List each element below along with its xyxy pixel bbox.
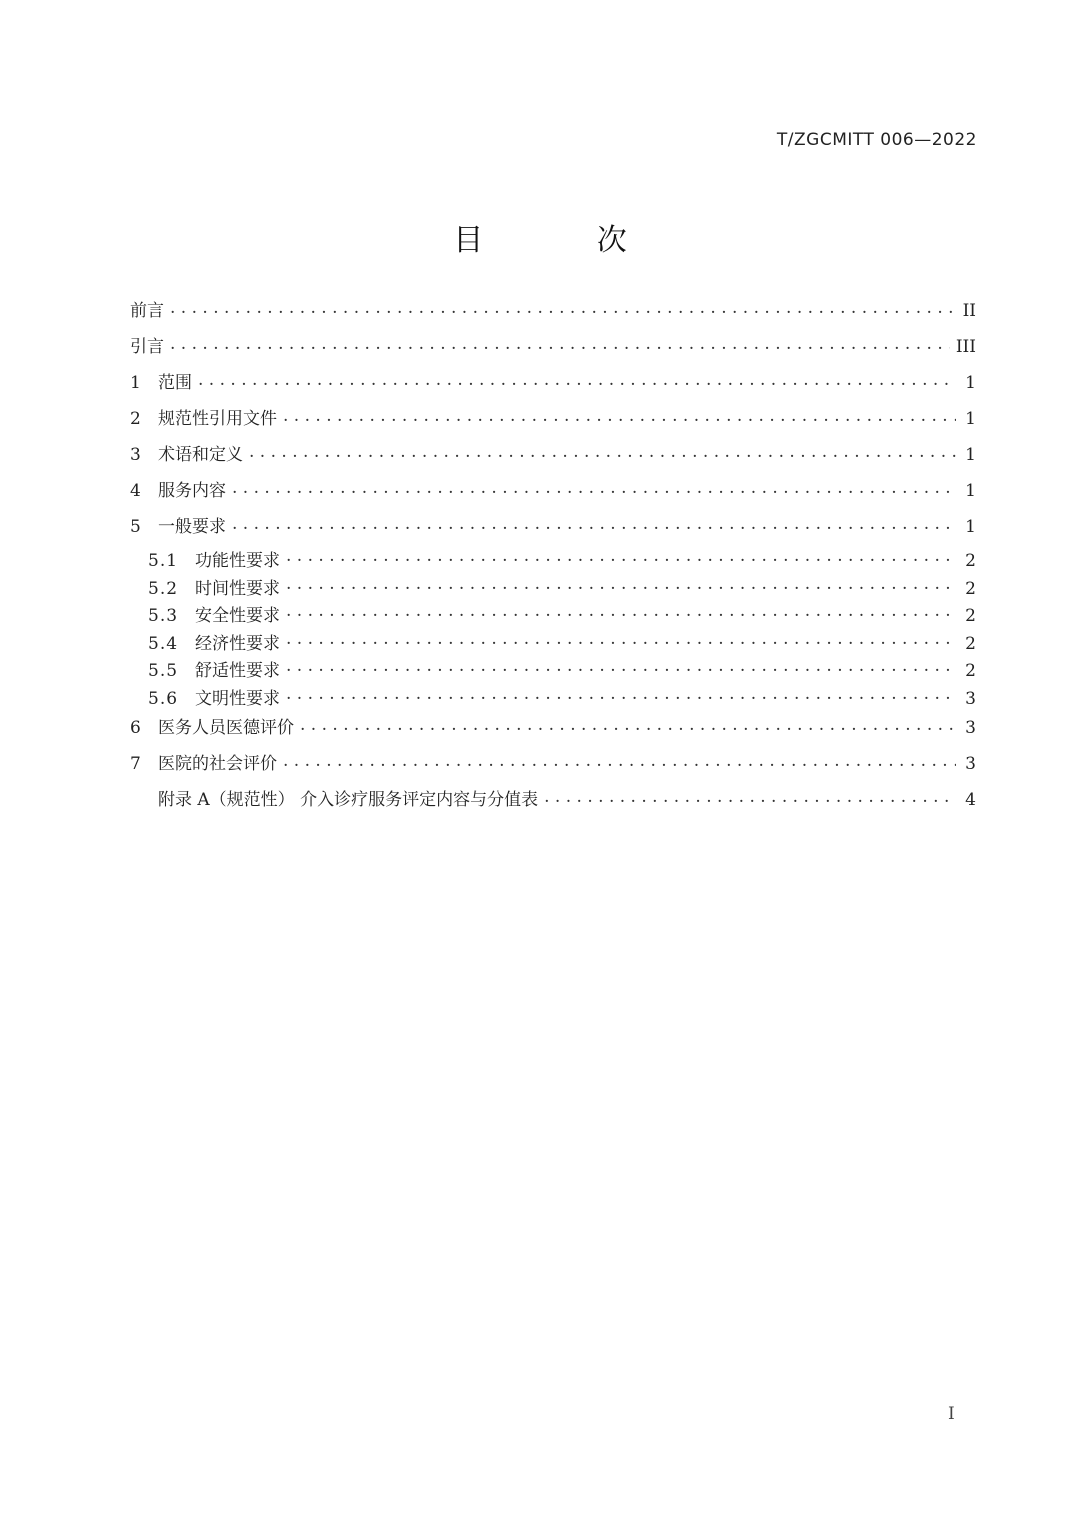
toc-entry-page: 1 [965, 373, 976, 393]
toc-entry[interactable] [130, 548, 976, 576]
toc-entry-number: 3 [130, 445, 141, 465]
toc-entry-label: 医务人员医德评价 [158, 718, 294, 738]
toc-dot-leader [286, 577, 956, 594]
toc-dot-leader [286, 604, 956, 621]
toc-dot-leader [286, 632, 956, 649]
toc-entry-label: 安全性要求 [195, 606, 280, 626]
toc-title: 目 次 [453, 223, 679, 258]
toc-entry-page: 3 [965, 754, 976, 774]
toc-entry-page: II [962, 301, 976, 321]
document-code: T/ZGCMITT 006—2022 [776, 130, 977, 150]
toc-dot-leader [249, 443, 956, 460]
toc-entry-label: 医院的社会评价 [158, 754, 277, 774]
toc-entry-number: 5.6 [148, 688, 179, 709]
toc-entry-page: 3 [965, 718, 976, 738]
toc-entry-label: 规范性引用文件 [158, 409, 277, 429]
toc-dot-leader [232, 515, 956, 532]
toc-entry-page: 2 [965, 578, 976, 599]
toc-dot-leader [286, 687, 956, 704]
toc-entry[interactable] [130, 296, 976, 332]
toc-entry-label: 术语和定义 [158, 445, 243, 465]
toc-list [130, 296, 976, 821]
toc-entry-number: 1 [130, 373, 141, 393]
toc-entry[interactable] [130, 512, 976, 548]
toc-entry-page: 1 [965, 481, 976, 501]
toc-entry[interactable] [130, 440, 976, 476]
toc-entry-label: 附录 A（规范性） 介入诊疗服务评定内容与分值表 [158, 790, 539, 810]
toc-entry-page: 1 [965, 517, 976, 537]
toc-entry-number: 6 [130, 718, 141, 738]
toc-entry-label: 文明性要求 [195, 688, 280, 709]
toc-entry-number: 7 [130, 754, 141, 774]
toc-entry-label: 功能性要求 [195, 551, 280, 571]
toc-entry[interactable] [130, 713, 976, 749]
toc-entry-number: 5.3 [148, 606, 179, 626]
toc-dot-leader [232, 479, 956, 496]
toc-entry[interactable] [130, 749, 976, 785]
toc-dot-leader [286, 659, 956, 676]
toc-dot-leader [198, 371, 956, 388]
toc-entry-number: 5.4 [148, 633, 179, 654]
toc-entry-page: 3 [965, 688, 976, 709]
toc-entry-page: 2 [965, 551, 976, 571]
toc-entry-number: 5.2 [148, 578, 179, 599]
toc-dot-leader [283, 752, 956, 769]
toc-entry-number: 5.5 [148, 661, 179, 681]
toc-entry-label: 经济性要求 [195, 633, 280, 654]
toc-entry-number: 5 [130, 517, 141, 537]
toc-entry-page: 2 [965, 606, 976, 626]
toc-entry[interactable] [130, 576, 976, 604]
toc-dot-leader [300, 716, 956, 733]
toc-entry[interactable] [130, 332, 976, 368]
toc-entry-label: 舒适性要求 [195, 661, 280, 681]
toc-dot-leader [544, 788, 956, 805]
page-number: I [948, 1404, 955, 1424]
toc-dot-leader [283, 407, 956, 424]
toc-entry[interactable] [130, 603, 976, 631]
toc-entry-page: III [955, 337, 976, 357]
toc-entry[interactable] [130, 785, 976, 821]
toc-entry-label: 服务内容 [158, 481, 226, 501]
toc-entry-label: 一般要求 [158, 517, 226, 537]
toc-entry-label: 前言 [130, 301, 164, 321]
toc-entry-number: 4 [130, 481, 141, 501]
toc-entry-label: 范围 [158, 373, 192, 393]
toc-dot-leader [286, 549, 956, 566]
toc-entry-page: 1 [965, 445, 976, 465]
toc-entry-page: 1 [965, 409, 976, 429]
toc-entry-page: 4 [965, 790, 976, 810]
toc-entry-label: 引言 [130, 337, 164, 357]
toc-entry[interactable] [130, 631, 976, 659]
toc-entry-page: 2 [965, 633, 976, 654]
toc-entry[interactable] [130, 658, 976, 686]
toc-entry-label: 时间性要求 [195, 578, 280, 599]
toc-dot-leader [170, 335, 950, 352]
toc-entry-page: 2 [965, 661, 976, 681]
toc-entry[interactable] [130, 476, 976, 512]
toc-entry[interactable] [130, 686, 976, 714]
toc-entry[interactable] [130, 368, 976, 404]
toc-entry[interactable] [130, 404, 976, 440]
toc-entry-number: 2 [130, 409, 141, 429]
toc-dot-leader [170, 299, 956, 316]
toc-entry-number: 5.1 [148, 551, 179, 571]
